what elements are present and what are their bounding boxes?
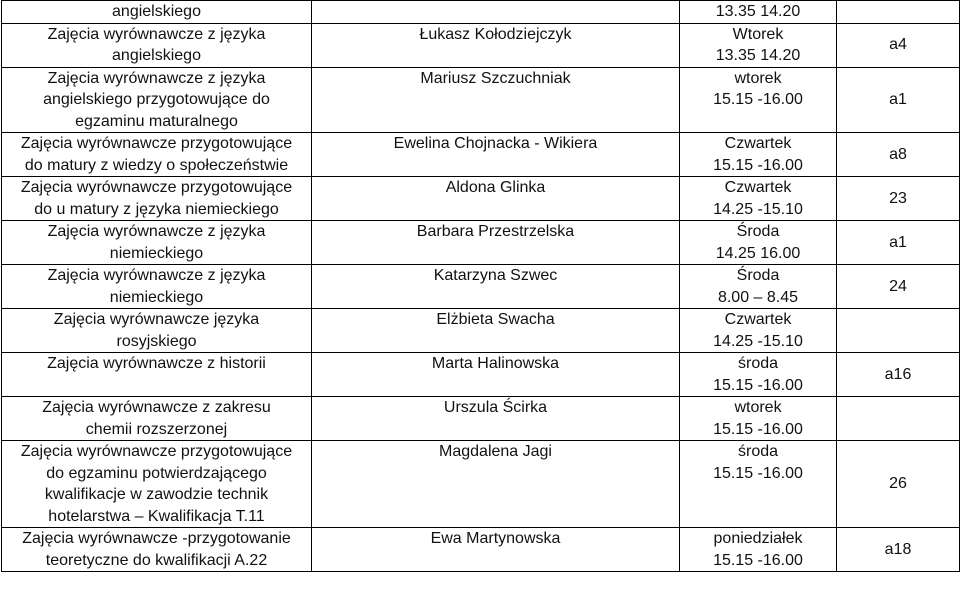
subject-cell — [2, 353, 312, 397]
subject-line: rosyjskiego — [116, 332, 197, 350]
table-row — [2, 397, 960, 441]
day-time-cell — [680, 133, 837, 177]
room-cell: 26 — [837, 441, 960, 528]
subject-line: Zajęcia wyrównawcze z języka — [47, 223, 266, 240]
room-cell — [837, 309, 960, 353]
day-label: wtorek — [734, 399, 782, 416]
table-row — [2, 177, 960, 221]
subject-line: angielskiego przygotowujące do — [43, 91, 270, 108]
subject-cell — [2, 133, 312, 177]
time-label: 15.15 -16.00 — [713, 551, 803, 569]
subject-cell — [2, 309, 312, 353]
day-label: Czwartek — [724, 311, 792, 328]
subject-line: egzaminu maturalnego — [75, 112, 238, 130]
room-cell — [837, 397, 960, 441]
day-time-cell — [680, 23, 837, 67]
schedule-table — [1, 0, 960, 572]
teacher-cell: Ewelina Chojnacka - Wikiera — [312, 133, 680, 177]
teacher-cell: Katarzyna Szwec — [312, 265, 680, 309]
subject-line: hotelarstwa – Kwalifikacja T.11 — [48, 507, 265, 525]
day-time-cell — [680, 177, 837, 221]
room-cell: a4 — [837, 23, 960, 67]
day-label: środa — [737, 443, 779, 460]
table-row — [2, 67, 960, 133]
time-label: 13.35 14.20 — [715, 3, 801, 20]
teacher-cell: Marta Halinowska — [312, 353, 680, 397]
subject-line: Zajęcia wyrównawcze z języka — [47, 267, 266, 284]
subject-line: Zajęcia wyrównawcze przygotowujące — [20, 443, 293, 460]
table-row — [2, 528, 960, 572]
day-time-cell — [680, 1, 837, 24]
subject-cell — [2, 528, 312, 572]
day-label: środa — [737, 355, 779, 372]
teacher-cell: Aldona Glinka — [312, 177, 680, 221]
subject-line: chemii rozszerzonej — [85, 420, 228, 438]
time-label: 15.15 -16.00 — [713, 420, 803, 438]
time-label: 15.15 -16.00 — [713, 376, 803, 394]
table-row — [2, 265, 960, 309]
teacher-cell: Magdalena Jagi — [312, 441, 680, 528]
subject-cell — [2, 177, 312, 221]
day-time-cell — [680, 397, 837, 441]
teacher-cell: Ewa Martynowska — [312, 528, 680, 572]
table-row — [2, 441, 960, 528]
subject-line: Zajęcia wyrównawcze z języka — [47, 69, 266, 87]
time-label: 15.15 -16.00 — [713, 464, 803, 482]
schedule-body — [2, 1, 960, 572]
time-label: 8.00 – 8.45 — [717, 288, 799, 306]
time-label: 14.25 -15.10 — [713, 332, 803, 350]
room-cell: a1 — [837, 67, 960, 133]
subject-line: teoretyczne do kwalifikacji A.22 — [45, 551, 268, 569]
teacher-cell: Urszula Ścirka — [312, 397, 680, 441]
subject-line: niemieckiego — [109, 244, 204, 262]
subject-line: angielskiego — [112, 3, 201, 20]
time-label: 13.35 14.20 — [715, 47, 801, 64]
subject-line: Zajęcia wyrównawcze przygotowujące — [20, 179, 293, 196]
day-time-cell — [680, 441, 837, 528]
table-row — [2, 309, 960, 353]
day-label: poniedziałek — [713, 530, 803, 547]
subject-cell — [2, 67, 312, 133]
time-label: 14.25 16.00 — [715, 244, 801, 262]
table-row — [2, 1, 960, 24]
table-row — [2, 133, 960, 177]
teacher-cell: Łukasz Kołodziejczyk — [312, 23, 680, 67]
time-label: 15.15 -16.00 — [713, 91, 803, 108]
table-row — [2, 353, 960, 397]
room-cell: 23 — [837, 177, 960, 221]
subject-cell — [2, 221, 312, 265]
day-time-cell — [680, 528, 837, 572]
table-row — [2, 23, 960, 67]
room-cell: a16 — [837, 353, 960, 397]
day-time-cell — [680, 265, 837, 309]
subject-cell — [2, 23, 312, 67]
teacher-cell: Elżbieta Swacha — [312, 309, 680, 353]
teacher-cell: Barbara Przestrzelska — [312, 221, 680, 265]
teacher-cell: Mariusz Szczuchniak — [312, 67, 680, 133]
day-label: Czwartek — [724, 179, 792, 196]
room-cell: a1 — [837, 221, 960, 265]
room-cell: 24 — [837, 265, 960, 309]
day-label: Czwartek — [724, 135, 792, 152]
subject-line: Zajęcia wyrównawcze języka — [53, 311, 260, 328]
subject-line: Zajęcia wyrównawcze z zakresu — [42, 399, 271, 416]
room-cell: a18 — [837, 528, 960, 572]
day-label: Środa — [736, 223, 780, 240]
day-label: wtorek — [734, 69, 782, 87]
day-time-cell — [680, 309, 837, 353]
room-cell — [837, 1, 960, 24]
subject-line: Zajęcia wyrównawcze -przygotowanie — [22, 530, 291, 547]
day-time-cell — [680, 353, 837, 397]
time-label: 15.15 -16.00 — [713, 156, 803, 174]
subject-line: angielskiego — [112, 47, 201, 64]
subject-line: Zajęcia wyrównawcze z historii — [47, 355, 266, 372]
subject-line: kwalifikacje w zawodzie technik — [44, 486, 269, 503]
teacher-cell — [312, 1, 680, 24]
room-cell: a8 — [837, 133, 960, 177]
subject-line: do egzaminu potwierdzającego — [46, 464, 267, 482]
subject-line: do matury z wiedzy o społeczeństwie — [24, 156, 289, 174]
day-label: Wtorek — [732, 25, 784, 43]
subject-line: niemieckiego — [109, 288, 204, 306]
day-time-cell — [680, 221, 837, 265]
subject-cell — [2, 397, 312, 441]
subject-line: Zajęcia wyrównawcze z języka — [47, 25, 266, 43]
subject-cell — [2, 265, 312, 309]
time-label: 14.25 -15.10 — [713, 200, 803, 218]
subject-cell — [2, 1, 312, 24]
subject-cell — [2, 441, 312, 528]
day-label: Środa — [736, 267, 780, 284]
day-time-cell — [680, 67, 837, 133]
table-row — [2, 221, 960, 265]
subject-line: Zajęcia wyrównawcze przygotowujące — [20, 135, 293, 152]
subject-line: do u matury z języka niemieckiego — [34, 200, 279, 218]
